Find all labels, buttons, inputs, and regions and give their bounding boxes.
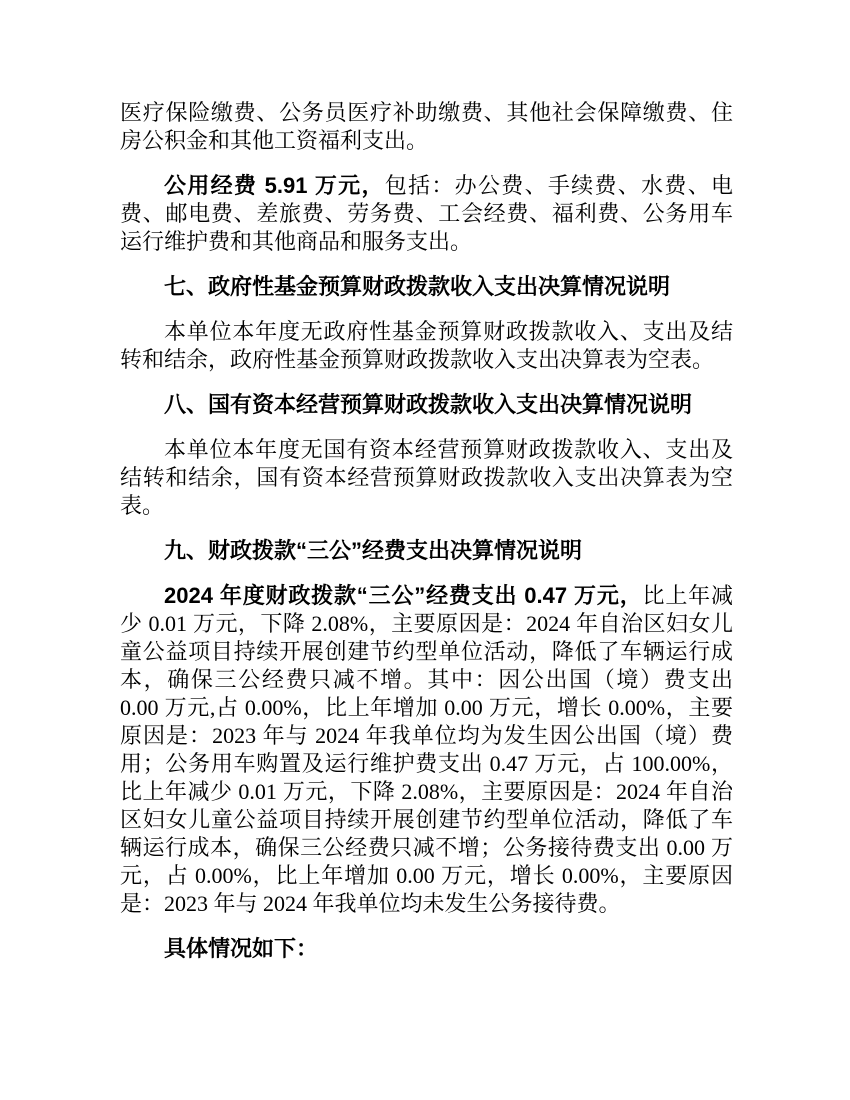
public-funds-amount-bold: 公用经费 5.91 万元， bbox=[164, 173, 385, 198]
public-funds-detail: 包括：办公费、手续费、水费、电费、邮电费、差旅费、劳务费、工会经费、福利费、公务用车运行维护费和其他商品和服务支出。 bbox=[120, 173, 733, 254]
section-8-heading: 八、国有资本经营预算财政拨款收入支出决算情况说明 bbox=[164, 392, 693, 417]
three-public-amount-bold: 2024 年度财政拨款“三公”经费支出 0.47 万元， bbox=[164, 583, 643, 608]
three-public-detail: 比上年减少 0.01 万元，下降 2.08%，主要原因是：2024 年自治区妇女儿童公益项目持续开展创建节约型单位活动，降低了车辆运行成本，确保三公经费只减不增。其中：因公出国（境）费支出 0.00 万元,占 0.00%，比上年增加 0.00 万元，增长 0.00%，主要原因是：2023 年与 2024 年我单位均为发生因公出国（境）费用；公务用车购置及运行维护费支出 0.47 万元，占 100.00%，比上年减少 0.01 万元，下降 2.08%，主要原因是：2024 年自治区妇女儿童公益项目持续开展创建节约型单位活动，降低了车辆运行成本，确保三公经费只减不增；公务接待费支出 0.00 万元，占 0.00%，比上年增加 0.00 万元，增长 0.00%，主要原因是：2023 年与 2024 年我单位均未发生公务接待费。 bbox=[120, 583, 733, 916]
section-7-heading: 七、政府性基金预算财政拨款收入支出决算情况说明 bbox=[164, 274, 671, 299]
paragraph-welfare-continuation: 医疗保险缴费、公务员医疗补助缴费、其他社会保障缴费、住房公积金和其他工资福利支出。 bbox=[120, 100, 733, 153]
section-9-heading: 九、财政拨款“三公”经费支出决算情况说明 bbox=[164, 538, 583, 563]
document-body bbox=[120, 99, 733, 980]
section-7-paragraph: 本单位本年度无政府性基金预算财政拨款收入、支出及结转和结余，政府性基金预算财政拨款收入支出决算表为空表。 bbox=[120, 319, 733, 372]
details-follow-line: 具体情况如下： bbox=[164, 936, 319, 961]
section-8-paragraph: 本单位本年度无国有资本经营预算财政拨款收入、支出及结转和结余，国有资本经营预算财政拨款收入支出决算表为空表。 bbox=[120, 437, 733, 518]
section-9-paragraph bbox=[120, 582, 733, 918]
paragraph-public-funds bbox=[120, 172, 733, 256]
